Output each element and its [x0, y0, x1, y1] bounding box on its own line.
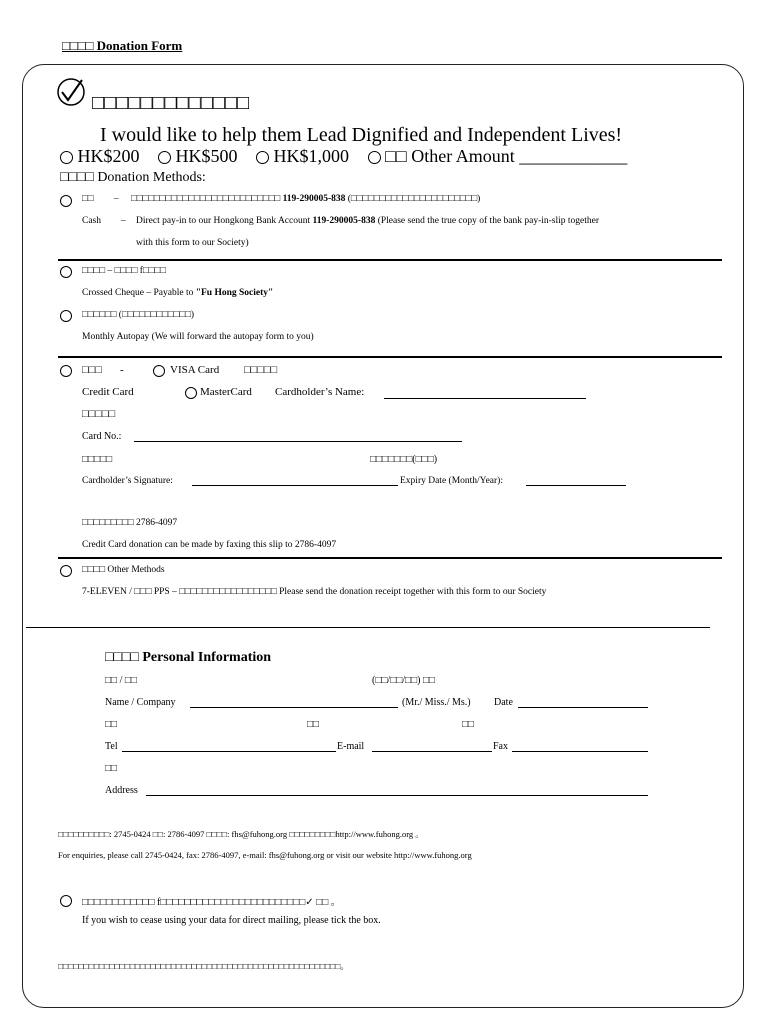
honorific-label: (Mr./ Miss./ Ms.)	[402, 697, 471, 708]
section-divider	[58, 259, 722, 261]
expiry-label: Expiry Date (Month/Year):	[400, 476, 503, 486]
personal-title	[105, 650, 271, 666]
cash-en-text	[136, 216, 724, 226]
form-frame	[22, 64, 744, 1008]
personal-title-cn: □□□□	[105, 650, 139, 665]
section-divider	[58, 557, 722, 559]
cash-cn-row	[82, 194, 480, 204]
dash: –	[113, 194, 119, 204]
expiry-field[interactable]	[526, 485, 626, 486]
cash-cn-label: □□	[82, 194, 94, 204]
radio-icon	[60, 151, 73, 164]
address-label: Address	[105, 785, 138, 796]
cheque-cn: □□□□ – □□□□ f□□□□	[82, 266, 166, 276]
signature-cn: □□□□□	[82, 454, 113, 465]
card-fax-cn: □□□□□□□□□ 2786-4097	[82, 518, 178, 528]
name-label: Name / Company	[105, 697, 176, 708]
autopay-en: Monthly Autopay (We will forward the autopay form to you)	[82, 332, 314, 342]
cardholder-name-label: Cardholder’s Name:	[275, 386, 365, 398]
signature-label: Cardholder’s Signature:	[82, 476, 173, 486]
card-cn-label: □□□	[82, 364, 102, 376]
optout-checkbox[interactable]	[60, 895, 72, 907]
visa-radio[interactable]	[153, 365, 165, 377]
methods-title: □□□□ Donation Methods:	[60, 170, 206, 185]
visa-label: VISA Card	[170, 364, 220, 376]
section-divider	[58, 356, 722, 358]
cash-en-label: Cash	[82, 216, 101, 226]
amount-other-label: □□ Other Amount ____________	[385, 146, 628, 166]
cash-cn-note: (□□□□□□□□□□□□□□□□□□□□□□)	[347, 194, 481, 204]
name-field[interactable]	[190, 707, 398, 708]
form-title: □□□□ Donation Form	[62, 38, 183, 53]
cheque-radio[interactable]	[60, 266, 72, 278]
amount-options	[60, 146, 627, 167]
cash-en-a: Direct pay-in to our Hongkong Bank Account	[136, 216, 311, 226]
tel-field[interactable]	[122, 751, 336, 752]
signature-field[interactable]	[192, 485, 398, 486]
mastercard-label: MasterCard	[200, 386, 252, 398]
headline-english: I would like to help them Lead Dignified and Independent Lives!	[100, 124, 623, 146]
date-field[interactable]	[518, 707, 648, 708]
optout-en: If you wish to cease using your data for direct mailing, please tick the box.	[82, 915, 381, 926]
amount-1000-radio[interactable]	[256, 146, 349, 166]
cheque-en	[82, 288, 273, 298]
fax-field[interactable]	[512, 751, 648, 752]
fax-label: Fax	[493, 741, 508, 752]
amount-200-label: HK$200	[77, 146, 140, 166]
tel-label: Tel	[105, 741, 118, 752]
date-label: Date	[494, 697, 513, 708]
cash-radio[interactable]	[60, 195, 72, 207]
radio-icon	[256, 151, 269, 164]
address-field[interactable]	[146, 795, 648, 796]
card-en-label: Credit Card	[82, 386, 134, 398]
radio-icon	[158, 151, 171, 164]
contact-en: For enquiries, please call 2745-0424, fax: 2786-4097, e-mail: fhs@fuhong.org or visit our website http://www.fuhong.org	[58, 850, 472, 860]
tel-cn: □□	[105, 719, 118, 730]
footer-note: □□□□□□□□□□□□□□□□□□□□□□□□□□□□□□□□□□□□□□□□□□□□□□□□□□□□□□□。	[58, 961, 349, 971]
radio-icon	[368, 151, 381, 164]
contact-cn: □□□□□□□□□□: 2745-0424 □□: 2786-4097 □□□□: fhs@fuhong.org □□□□□□□□□http://www.fuhong.org 。	[58, 829, 424, 839]
email-cn: □□	[307, 719, 320, 730]
card-dash: -	[120, 364, 124, 376]
other-methods-title: □□□□ Other Methods	[82, 565, 165, 575]
cheque-payee: "Fu Hong Society"	[195, 288, 274, 298]
fax-cn: □□	[462, 719, 475, 730]
cardholder-name-field[interactable]	[384, 398, 586, 399]
amount-500-radio[interactable]	[158, 146, 238, 166]
card-holder-cn: □□□□□	[82, 408, 116, 420]
amount-200-radio[interactable]	[60, 146, 140, 166]
email-field[interactable]	[372, 751, 492, 752]
checkmark-circle-icon	[56, 76, 88, 108]
name-cn: □□ / □□	[105, 675, 137, 686]
cash-cn-text: □□□□□□□□□□□□□□□□□□□□□□□□□□	[130, 194, 281, 204]
section-divider-thin	[26, 627, 710, 628]
cash-en-account: 119-290005-838	[312, 216, 376, 226]
autopay-radio[interactable]	[60, 310, 72, 322]
card-no-field[interactable]	[134, 441, 462, 442]
card-radio[interactable]	[60, 365, 72, 377]
mastercard-radio[interactable]	[185, 387, 197, 399]
cash-account-number: 119-290005-838	[282, 194, 346, 204]
visa-cn-label: □□□□□	[244, 364, 278, 376]
amount-1000-label: HK$1,000	[273, 146, 349, 166]
optout-cn: □□□□□□□□□□□□ f□□□□□□□□□□□□□□□□□□□□□□□□✓ □□ 。	[82, 897, 341, 908]
cash-en-b: (Please send the true copy of the bank pay-in-slip together	[377, 216, 600, 226]
amount-other-radio[interactable]	[368, 146, 628, 166]
personal-title-en: Personal Information	[142, 650, 272, 665]
other-methods-radio[interactable]	[60, 565, 72, 577]
amount-500-label: HK$500	[175, 146, 238, 166]
cheque-en-a: Crossed Cheque – Payable to	[82, 288, 196, 298]
card-fax-en: Credit Card donation can be made by faxing this slip to 2786-4097	[82, 540, 337, 550]
other-methods-text: 7-ELEVEN / □□□ PPS – □□□□□□□□□□□□□□□□□ Please send the donation receipt together with this form to our Society	[82, 587, 547, 597]
card-no-label: Card No.:	[82, 431, 122, 442]
autopay-cn: □□□□□□ (□□□□□□□□□□□□)	[82, 310, 194, 320]
cash-dash: –	[121, 216, 126, 226]
expiry-cn: □□□□□□□(□□□)	[370, 454, 438, 465]
cash-en-c: with this form to our Society)	[136, 238, 249, 248]
headline-chinese: □□□□□□□□□□□□□	[92, 92, 250, 114]
address-cn: □□	[105, 763, 118, 774]
email-label: E-mail	[337, 741, 365, 752]
honorific-cn: (□□/□□/□□) □□	[372, 675, 436, 686]
